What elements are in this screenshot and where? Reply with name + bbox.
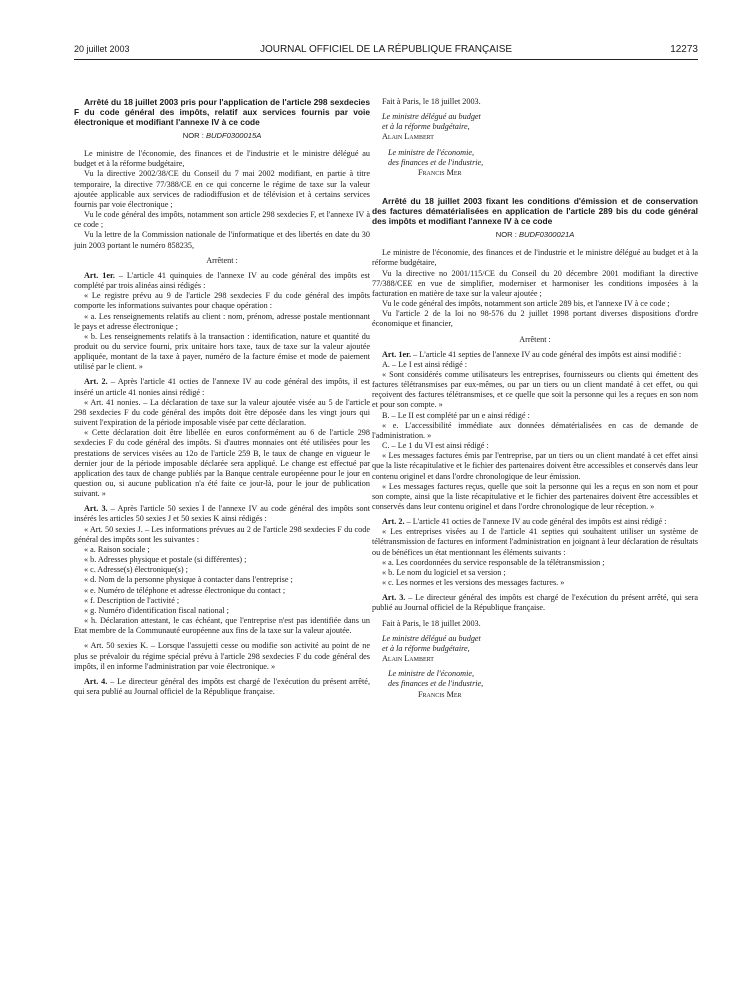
- list-item: « c. Adresse(s) électronique(s) ;: [84, 565, 188, 575]
- preamble-paragraph: Vu le code général des impôts, notamment son article 289 bis, et l'annexe IV à ce code ;: [382, 299, 670, 309]
- list-item: « h. Déclaration attestant, le cas échéant, que l'entreprise n'est pas identifiée dans un Etat membre de la Communauté européenne aux fins de la taxe sur la valeur ajoutée.: [74, 616, 370, 636]
- list-item: « a. Les coordonnées du service responsable de la télétransmission ;: [382, 557, 605, 567]
- signature-role: et à la réforme budgétaire,: [382, 643, 470, 653]
- preamble-paragraph: Vu l'article 2 de la loi no 98-576 du 2 juillet 1998 portant diverses dispositions d'ordre économique et financier,: [372, 309, 698, 329]
- article-paragraph: Art. 1er. – L'article 41 septies de l'annexe IV au code général des impôts est ainsi modifié :: [382, 349, 682, 359]
- page-header: [74, 44, 698, 58]
- quoted-paragraph: « b. Les renseignements relatifs à la transaction : identification, nature et quantité du produit ou du service fourni, prix unitaire hors taxe, taux de taxe sur la valeur ajoutée appliquée, montant de la taxe à payer, numéro de la facture émise et mode de paiement utilisé par le client. »: [74, 331, 370, 372]
- list-item: « e. Numéro de téléphone et adresse électronique du contact ;: [84, 585, 286, 595]
- fait-a-paris: Fait à Paris, le 18 juillet 2003.: [382, 618, 481, 628]
- list-item: « f. Description de l'activité ;: [84, 595, 180, 605]
- signature-role: Le ministre de l'économie,: [388, 669, 475, 679]
- list-item: « a. Raison sociale ;: [84, 544, 150, 554]
- right-column: [372, 97, 698, 700]
- article-paragraph: Art. 3. – Après l'article 50 sexies I de l'annexe IV au code général des impôts sont insérés les articles 50 sexies J et 50 sexies K ainsi rédigés :: [74, 504, 370, 524]
- signature-role: Le ministre délégué au budget: [382, 112, 481, 122]
- list-item: « b. Le nom du logiciel et sa version ;: [382, 567, 506, 577]
- preamble-paragraph: Vu la directive 2002/38/CE du Conseil du 7 mai 2002 modifiant, en partie à titre temporaire, la directive 77/388/CE en ce qui concerne le régime de taxe sur la valeur ajoutée applicable aux services de radiodiffusion et de télévision et à certains services fournis par voie électronique ;: [74, 169, 370, 209]
- nor-reference-2: NOR : BUDF0300021A: [495, 230, 575, 240]
- quoted-paragraph: « Cette déclaration doit être libellée en euros conformément au 6 de l'article 298 sexdecies F du code général des impôts. Si d'autres monnaies ont été utilisées pour les prestations de services visées au 12o de l'article 259 B, le taux de change en vigueur le dernier jour de la période imposable déclarée sera appliqué. Le change est effectué par application des taux de change publiés par la Banque centrale européenne pour le jour en question ou, si aucune publication n'a été faite ce jour-là, pour le jour de publication suivant. »: [74, 428, 370, 499]
- header-rule: [74, 59, 698, 60]
- list-item: « c. Les normes et les versions des messages factures. »: [382, 578, 565, 588]
- quoted-paragraph: « Les entreprises visées au I de l'article 41 septies qui souhaitent utiliser un système de télétransmission de factures en informent l'administration en joignant à leur déclaration de résultats ou de bénéfices un état mentionnant les éléments suivants :: [372, 527, 698, 557]
- subsection-paragraph: A. – Le I est ainsi rédigé :: [382, 359, 468, 369]
- decree-title-2: Arrêté du 18 juillet 2003 fixant les conditions d'émission et de conservation des factures dématérialisées en application de l'article 289 bis du code général des impôts et modifiant l'annexe IV à ce code: [372, 196, 698, 227]
- header-date: 20 juillet 2003: [74, 44, 130, 54]
- subsection-paragraph: B. – Le II est complété par un e ainsi rédigé :: [382, 410, 530, 420]
- signature-name: Alain Lambert: [382, 654, 434, 664]
- signature-role: et à la réforme budgétaire,: [382, 122, 470, 132]
- signature-role: Le ministre de l'économie,: [388, 147, 475, 157]
- quoted-paragraph: « Art. 50 sexies J. – Les informations prévues au 2 de l'article 298 sexdecies F du code général des impôts sont les suivantes :: [74, 524, 370, 544]
- quoted-paragraph: « Art. 41 nonies. – La déclaration de taxe sur la valeur ajoutée visée au 5 de l'article 298 sexdecies F du code général des impôts doit être déposée dans les vingt jours qui suivent l'expiration de la période imposable visée par cette déclaration.: [74, 397, 370, 428]
- preamble-paragraph: Vu la directive no 2001/115/CE du Conseil du 20 décembre 2001 modifiant la directive 77/388/CEE en vue de simplifier, moderniser et harmoniser les conditions imposées à la facturation en matière de taxe sur la valeur ajoutée ;: [372, 268, 698, 298]
- preamble-paragraph: Le ministre de l'économie, des finances et de l'industrie et le ministre délégué au budget et à la réforme budgétaire,: [372, 248, 698, 268]
- article-paragraph: Art. 4. – Le directeur général des impôts est chargé de l'exécution du présent arrêté, qui sera publié au Journal officiel de la République française.: [74, 676, 370, 696]
- list-item: « b. Adresses physique et postale (si différentes) ;: [84, 555, 247, 565]
- subsection-paragraph: C. – Le 1 du VI est ainsi rédigé :: [382, 441, 489, 451]
- header-page-number: 12273: [670, 44, 698, 55]
- article-paragraph: Art. 1er. – L'article 41 quinquies de l'annexe IV au code général des impôts est complété par trois alinéas ainsi rédigés :: [74, 270, 370, 291]
- list-item: « g. Numéro d'identification fiscal national ;: [84, 605, 229, 615]
- decree-title-1: Arrêté du 18 juillet 2003 pris pour l'application de l'article 298 sexdecies F du code général des impôts, relatif aux services fournis par voie électronique et modifiant l'annexe IV à ce code: [74, 97, 370, 127]
- signature-role: des finances et de l'industrie,: [388, 679, 484, 689]
- signature-role: Le ministre délégué au budget: [382, 633, 481, 643]
- signature-role: des finances et de l'industrie,: [388, 157, 484, 167]
- quoted-paragraph: « a. Les renseignements relatifs au client : nom, prénom, adresse postale mentionnant le pays et adresse électronique ;: [74, 311, 370, 331]
- signature-name: Francis Mer: [418, 167, 462, 177]
- arretent-heading: Arrêtent :: [519, 334, 551, 344]
- preamble-paragraph: Le ministre de l'économie, des finances et de l'industrie et le ministre délégué au budget et à la réforme budgétaire,: [74, 149, 370, 169]
- quoted-paragraph: « Art. 50 sexies K. – Lorsque l'assujetti cesse ou modifie son activité au point de ne plus se prévaloir du régime spécial prévu à l'article 298 sexdecies F du code général des impôts, il en informe l'administration par voie électronique. »: [74, 641, 370, 671]
- preamble-paragraph: Vu la lettre de la Commission nationale de l'informatique et des libertés en date du 30 juin 2003 portant le numéro 858235,: [74, 230, 370, 250]
- quoted-paragraph: « Les messages factures émis par l'entreprise, par un tiers ou un client mandaté à cet effet ainsi que la liste récapitulative et le fichier des partenaires doivent être accessibles et conservés dans leur contenu originel et dans l'ordre chronologique de leur émission.: [372, 451, 698, 481]
- article-paragraph: Art. 3. – Le directeur général des impôts est chargé de l'exécution du présent arrêté, qui sera publié au Journal officiel de la République française.: [372, 593, 698, 613]
- list-item: « d. Nom de la personne physique à contacter dans l'entreprise ;: [84, 575, 293, 585]
- signature-name: Alain Lambert: [382, 132, 434, 142]
- nor-reference-1: NOR : BUDF0300015A: [182, 131, 262, 140]
- fait-a-paris: Fait à Paris, le 18 juillet 2003.: [382, 97, 481, 106]
- quoted-paragraph: « Sont considérés comme utilisateurs les entreprises, fournisseurs ou clients qui émettent des factures télétransmises par eux-mêmes, ou par un tiers ou un client mandaté à cet effet, ou qui reçoivent des factures télétransmises, et ce quelle que soit la personne qui les a reçues en son nom et pour son compte. »: [372, 369, 698, 410]
- header-journal-title: JOURNAL OFFICIEL DE LA RÉPUBLIQUE FRANÇAISE: [259, 44, 513, 55]
- signature-name: Francis Mer: [418, 689, 462, 699]
- quoted-paragraph: « e. L'accessibilité immédiate aux données dématérialisées en cas de demande de l'administration. »: [372, 420, 698, 440]
- preamble-paragraph: Vu le code général des impôts, notamment son article 298 sexdecies F, et l'annexe IV à ce code ;: [74, 210, 370, 230]
- quoted-paragraph: « Le registre prévu au 9 de l'article 298 sexdecies F du code général des impôts comporte les informations suivantes pour chaque opération :: [74, 291, 370, 311]
- article-paragraph: Art. 2. – Après l'article 41 octies de l'annexe IV au code général des impôts, il est inséré un article 41 nonies ainsi rédigé :: [74, 377, 370, 397]
- arretent-heading: Arrêtent :: [206, 255, 238, 265]
- left-column: [74, 97, 370, 697]
- article-paragraph: Art. 2. – L'article 41 octies de l'annexe IV au code général des impôts est ainsi rédigé :: [382, 517, 667, 527]
- quoted-paragraph: « Les messages factures reçus, quelle que soit la personne qui les a reçus en son nom et pour son compte, ainsi que la liste récapitulative et le fichier des partenaires doivent être accessibles et conservés dans leur contenu originel et dans l'ordre chronologique de leur réception. »: [372, 481, 698, 511]
